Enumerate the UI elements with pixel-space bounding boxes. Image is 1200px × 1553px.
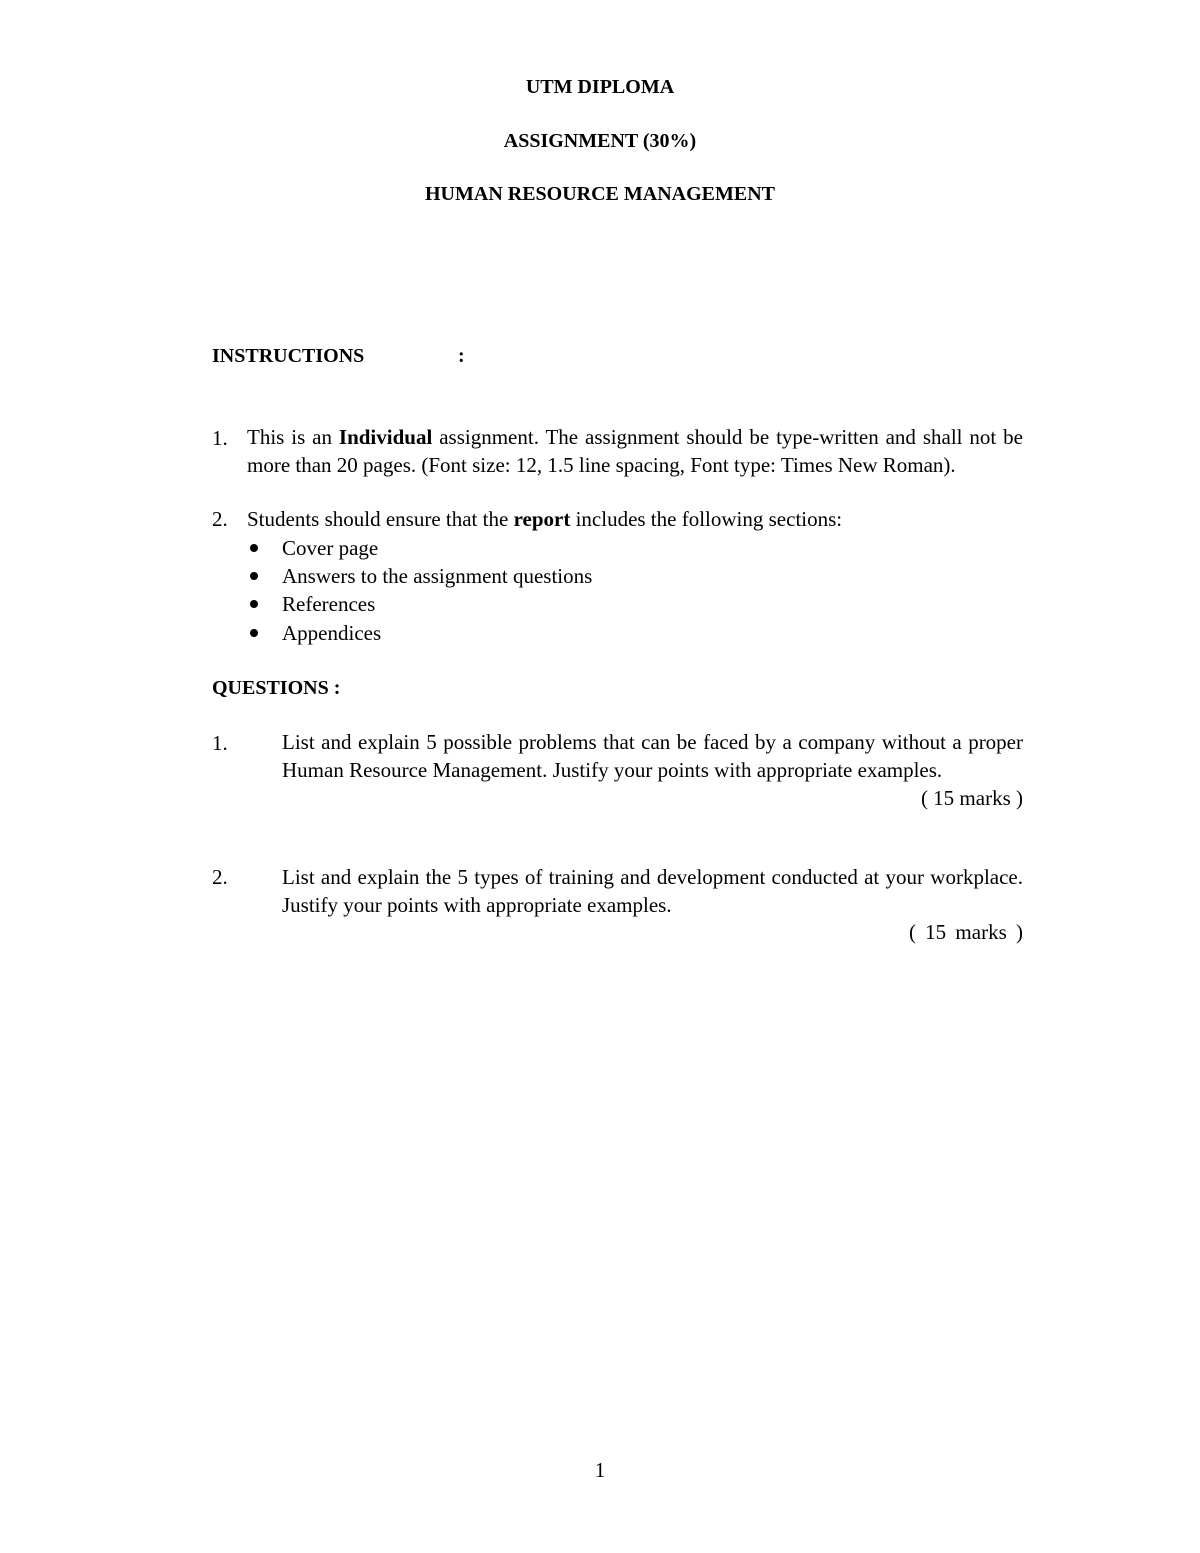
bullet-icon bbox=[250, 544, 258, 552]
section-item-cover-page: Cover page bbox=[282, 536, 379, 560]
section-item-answers: Answers to the assignment questions bbox=[282, 564, 593, 588]
instruction-1-text-before: This is an bbox=[247, 425, 339, 449]
instruction-1-number: 1. bbox=[212, 426, 228, 450]
question-2-marks: ( 15 marks ) bbox=[908, 920, 1023, 944]
instruction-2-text-after: includes the following sections: bbox=[570, 507, 843, 531]
question-2-text: List and explain the 5 types of training and development conducted at your workplace. Justify your points with appropriate examples. bbox=[282, 865, 1023, 917]
instruction-2-bold: report bbox=[513, 507, 571, 531]
bullet-icon bbox=[250, 629, 258, 637]
instruction-1-bold: Individual bbox=[338, 425, 433, 449]
section-item-appendices: Appendices bbox=[282, 621, 382, 645]
title-assignment: ASSIGNMENT (30%) bbox=[503, 130, 697, 152]
question-2-number: 2. bbox=[212, 865, 228, 889]
question-1-text: List and explain 5 possible problems that can be faced by a company without a proper Human Resource Management. Justify your points with appropriate examples. bbox=[282, 730, 1023, 782]
questions-label: QUESTIONS : bbox=[212, 677, 341, 699]
question-1-marks: ( 15 marks ) bbox=[920, 786, 1023, 810]
instructions-colon: : bbox=[458, 345, 465, 367]
bullet-icon bbox=[250, 600, 258, 608]
instruction-1-text-after: assignment. The assignment should be type-written and shall not be more than 20 pages. (Font size: 12, 1.5 line spacing, Font type: Times New Roman). bbox=[247, 425, 1023, 477]
instruction-2-text-before: Students should ensure that the bbox=[247, 507, 514, 531]
page-number: 1 bbox=[594, 1458, 606, 1482]
instruction-2-text bbox=[247, 505, 1023, 533]
bullet-icon bbox=[250, 572, 258, 580]
instruction-2-number: 2. bbox=[212, 507, 228, 531]
instruction-1-text bbox=[247, 424, 1023, 479]
question-1-number: 1. bbox=[212, 731, 228, 755]
section-item-references: References bbox=[282, 592, 376, 616]
title-utm-diploma: UTM DIPLOMA bbox=[525, 76, 675, 98]
title-course: HUMAN RESOURCE MANAGEMENT bbox=[425, 183, 775, 205]
instructions-label: INSTRUCTIONS bbox=[212, 345, 365, 367]
